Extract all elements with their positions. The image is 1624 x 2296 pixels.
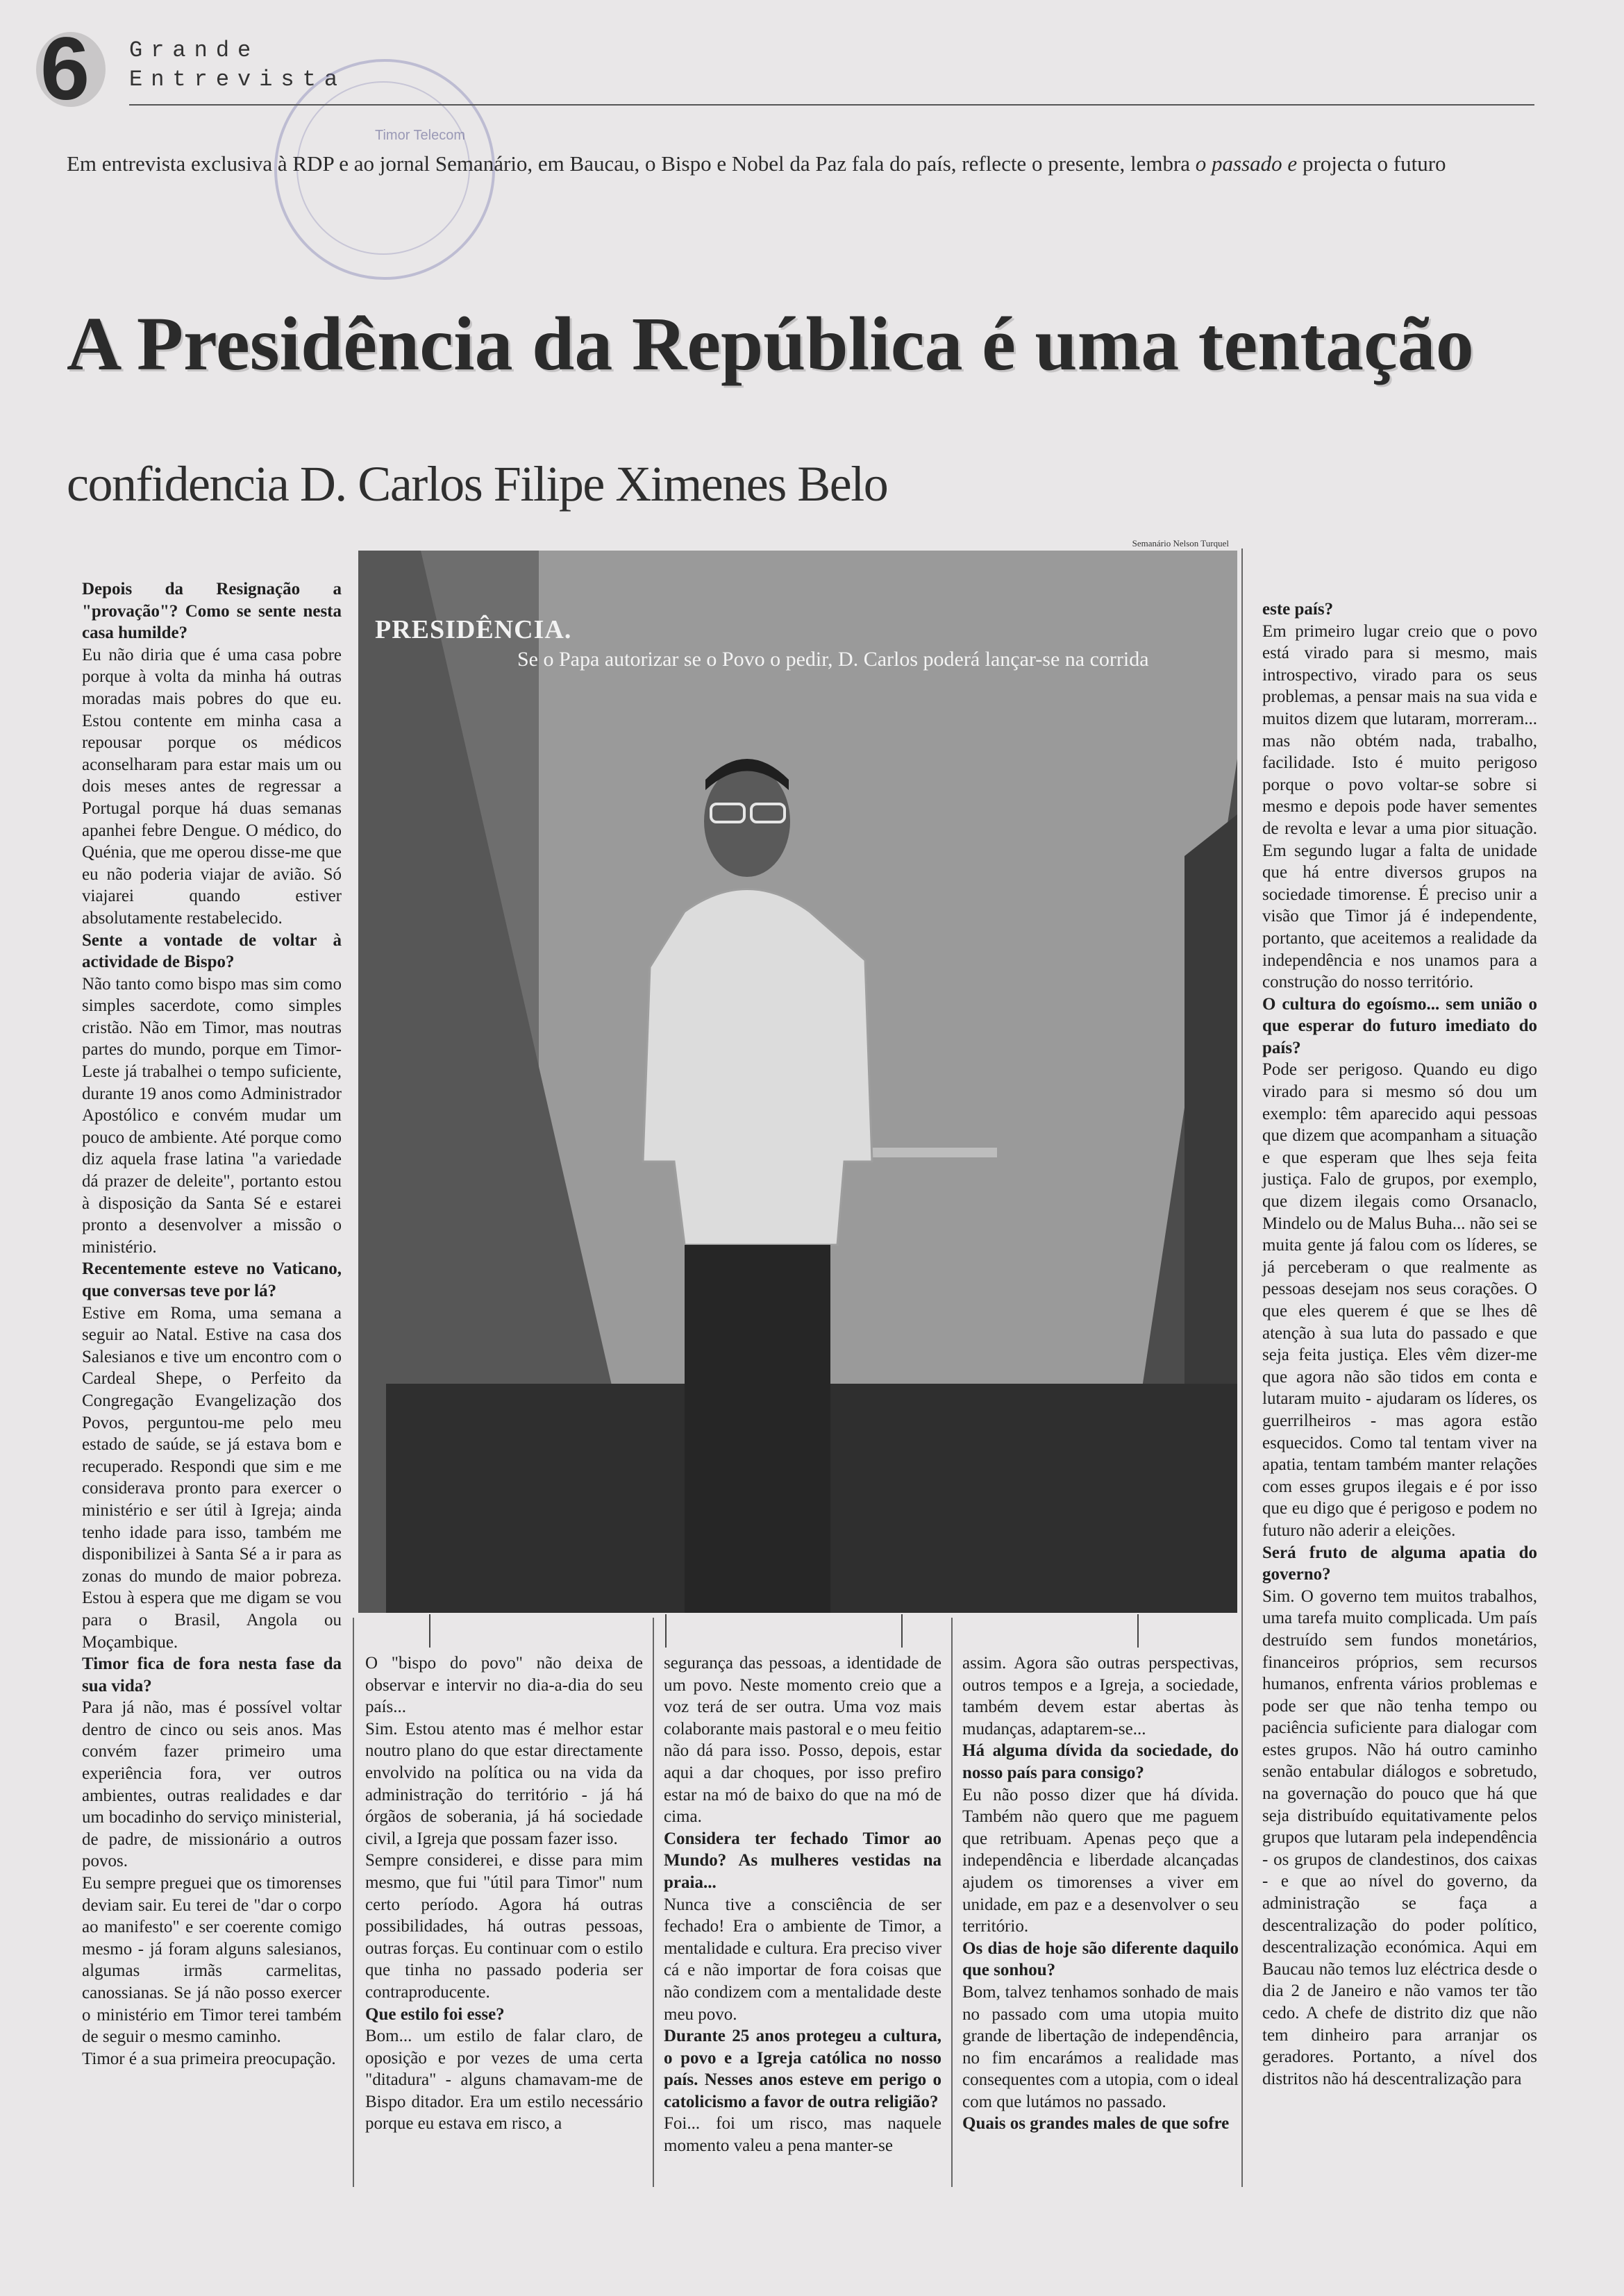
column-2: [365, 1652, 643, 2135]
answer: Para já não, mas é possível voltar dentro de cinco ou seis anos. Mas convém fazer primeiro uma experiência fora, ver outros ambientes, outras realidades e dar um bocadinho do serviço ministerial, de padre, de missionário a outros povos.: [82, 1698, 342, 1871]
question: este país?: [1262, 600, 1334, 619]
photo-label: PRESIDÊNCIA.: [375, 615, 572, 644]
question: Durante 25 anos protegeu a cultura, o povo e a Igreja católica no nosso país. Nesses anos esteve em perigo o catolicismo a favor de outra religião?: [664, 2027, 941, 2111]
answer: Sim. O governo tem muitos trabalhos, uma tarefa muito complicada. Um país destruído sem fundos monetários, financeiros próprios, sem recursos humanos, enfrenta vários problemas e pode ser que não tenha tempo ou paciência suficiente para dialogar com estes grupos. Não há outro caminho senão entabular diálogos e sobretudo, na governação do pouco que há que seja distribuído equitativamente pelos grupos que lutaram pela independência - os grupos de clandestinos, dos caixas - e que ao nível do governo, da administração se faça a descentralização do poder político, descentralização económica. Aqui em Baucau não temos luz eléctrica desde o dia 2 de Janeiro e não vamos ter tão cedo. A chefe de distrito diz que não tem dinheiro para arranjar os geradores. Portanto, a nível dos distritos não há descentralização para: [1262, 1586, 1537, 2088]
page-number: 6: [40, 28, 99, 111]
photo-tick: [665, 1614, 667, 1648]
header-rule: [129, 104, 1534, 106]
question: Recentemente esteve no Vaticano, que conversas teve por lá?: [82, 1259, 342, 1300]
column-1: [82, 578, 342, 2070]
answer: Não tanto como bispo mas sim como simples sacerdote, como simples cristão. Não em Timor, mas noutras partes do mundo, porque em Timor-Leste já trabalhei o tempo suficiente, durante 19 anos como Administrador Apostólico e convém mudar um pouco de ambiente. Até porque como diz aquela frase latina "a variedade dá prazer de deleite", portanto estou à disposição da Santa Sé e estarei pronto a desenvolver a missão o ministério.: [82, 974, 342, 1257]
question: Considera ter fechado Timor ao Mundo? As mulheres vestidas na praia...: [664, 1829, 941, 1892]
answer: O "bispo do povo" não deixa de observar e intervir no dia-a-dia do seu país...: [365, 1654, 643, 1717]
column-4: [962, 1652, 1239, 2135]
question: Será fruto de alguma apatia do governo?: [1262, 1543, 1537, 1584]
photo-tick: [901, 1614, 903, 1648]
section-line-1: Grande: [129, 37, 260, 63]
answer: Sim. Estou atento mas é melhor estar noutro plano do que estar directamente envolvido na política ou na vida da administração do território - já há órgãos de soberania, já há sociedade civil, a Igreja que possam fazer isso.: [365, 1719, 643, 1848]
answer: segurança das pessoas, a identidade de um povo. Neste momento creio que a voz terá de ser outra. Uma voz mais colaborante mais pastoral e o meu feitio não dá para isso. Posso, depois, estar aqui a dar choques, por isso prefiro estar na mó de baixo do que na mó de cima.: [664, 1654, 941, 1827]
answer: Timor é a sua primeira preocupação.: [82, 2049, 336, 2068]
stamp-text: Timor Telecom: [375, 128, 466, 143]
answer: Sempre considerei, e disse para mim mesmo, que fui "útil para Timor" num certo período. Agora há outras possibilidades, há outras pessoas, outras forças. Eu continuar com o estilo que tinha no passado poderia ser contraproducente.: [365, 1851, 643, 2002]
question: Há alguma dívida da sociedade, do nosso país para consigo?: [962, 1741, 1239, 1782]
answer: Eu não posso dizer que há dívida. Também não quero que me paguem que retribuam. Apenas peço que a independência e liberdade alcançadas ajudem os timorenses a viver em unidade, em paz e a desenvolver o seu território.: [962, 1785, 1239, 1936]
photo-credit: Semanário Nelson Turquel: [1132, 538, 1229, 548]
photo-tick: [429, 1614, 430, 1648]
question: Timor fica de fora nesta fase da sua vida?: [82, 1654, 342, 1695]
intro-line: Em entrevista exclusiva à RDP e ao jornal Semanário, em Baucau, o Bispo e Nobel da Paz fala do país, reflecte o presente, lembra o passado e projecta o futuro: [67, 151, 1446, 176]
column-3: [664, 1652, 941, 2157]
question: Os dias de hoje são diferente daquilo que sonhou?: [962, 1938, 1239, 1980]
photo: [358, 551, 1237, 1613]
answer: Em primeiro lugar creio que o povo está virado para si mesmo, mais introspectivo, virado para os seus problemas, a pensar mais na sua vida e muitos dizem que lutaram, morreram... mas não obtém nada, trabalho, facilidade. Isto é muito perigoso porque o povo voltar-se sobre si mesmo e depois pode haver sementes de revolta e levar a uma pior situação. Em segundo lugar a falta de unidade que há entre diversos grupos na sociedade timorense. É preciso unir a visão que Timor já é independente, portanto, que aceitemos a realidade da independência e nos unamos para a construção do nosso território.: [1262, 621, 1537, 992]
question: Quais os grandes males de que sofre: [962, 2114, 1230, 2134]
answer: Eu não diria que é uma casa pobre porque à volta da minha há outras moradas mais pobres do que eu. Estou contente em minha casa a repousar porque os médicos aconselharam para estar mais um ou dois meses antes de regressar a Portugal porque há duas semanas apanhei febre Dengue. O médico, do Quénia, que me operou disse-me que eu não poderia viajar de avião. Só viajarei quando estiver absolutamente restabelecido.: [82, 645, 342, 928]
headline: A Presidência da República é uma tentação: [67, 301, 1474, 386]
photo-caption: Se o Papa autorizar se o Povo o pedir, D. Carlos poderá lançar-se na corrida: [517, 648, 1149, 671]
answer: Eu sempre preguei que os timorenses deviam sair. Eu terei de "dar o corpo ao manifesto" e ser coerente comigo mesmo - já foram alguns salesianos, algumas irmãs carmelitas, canossianas. Se já não posso exercer o ministério em Timor terei também de seguir o mesmo caminho.: [82, 1874, 342, 2047]
answer: Bom... um estilo de falar claro, de oposição e por vezes de uma certa "ditadura" - alguns chamavam-me de Bispo ditador. Era um estilo necessário porque eu estava em risco, a: [365, 2027, 643, 2134]
column-divider: [653, 1618, 654, 2187]
answer: Foi... foi um risco, mas naquele momento valeu a pena manter-se: [664, 2114, 941, 2156]
question: Sente a vontade de voltar à actividade de Bispo?: [82, 930, 342, 972]
answer: Estive em Roma, uma semana a seguir ao Natal. Estive na casa dos Salesianos e tive um encontro com o Cardeal Shepe, o Perfeito da Congregação Evangelização dos Povos, perguntou-me pelo meu estado de saúde, se já estava bom e recuperado. Respondi que sim e me considerava pronto para exercer o ministério e ser útil à Igreja; ainda tenho idade para isso, também me disponibilizei à Santa Sé a ir para as zonas do mundo de maior pobreza. Estou à espera que me digam se vou para o Brasil, Angola ou Moçambique.: [82, 1303, 342, 1652]
column-5: [1262, 598, 1537, 2090]
intro-italic: o passado e: [1195, 151, 1298, 176]
photo-tick: [1137, 1614, 1139, 1648]
answer: assim. Agora são outras perspectivas, outros tempos e a Igreja, a sociedade, também devem estar abertas às mudanças, adaptarem-se...: [962, 1654, 1239, 1738]
answer: Nunca tive a consciência de ser fechado! Era o ambiente de Timor, a mentalidade e cultura. Era preciso viver cá e não importar de fora coisas que não condizem com a mentalidade deste meu povo.: [664, 1895, 941, 2024]
column-divider: [353, 1618, 354, 2187]
question: O cultura do egoísmo... sem união o que esperar do futuro imediato do país?: [1262, 994, 1537, 1057]
column-divider: [951, 1618, 953, 2187]
answer: Bom, talvez tenhamos sonhado de mais no passado com uma utopia muito grande de libertação de independência, no fim encarámos a realidade mas consequentes com a utopia, com o ideal com que lutámos no passado.: [962, 1982, 1239, 2111]
byline: confidencia D. Carlos Filipe Ximenes Belo: [67, 456, 888, 512]
question: Que estilo foi esse?: [365, 2004, 505, 2024]
column-divider: [1241, 548, 1243, 2187]
section-line-2: Entrevista: [129, 67, 346, 92]
answer: Pode ser perigoso. Quando eu digo virado para si mesmo só dou um exemplo: têm aparecido aqui pessoas que dizem que acompanham a situação e que esperam que lhes seja feita justiça. Falo de grupos, por exemplo, que dizem ilegais como Orsanaclo, Mindelo ou de Malus Buha... não sei se muita gente já falou com os líderes, se já perceberam o que realmente as pessoas desejam nos seus corações. O que eles querem é que se lhes dê atenção à sua luta do passado e que seja feita justiça. Eles vêm dizer-me que agora não são tidos em conta e lutaram muito - ajudaram os líderes, os guerrilheiros - mas agora estão esquecidos. Como tal tentam viver na apatia, tentam também manter relações com esses grupos ilegais e é por isso que eu digo que é perigoso e podem no futuro não aderir a eleições.: [1262, 1060, 1537, 1540]
question: Depois da Resignação a "provação"? Como se sente nesta casa humilde?: [82, 580, 342, 643]
